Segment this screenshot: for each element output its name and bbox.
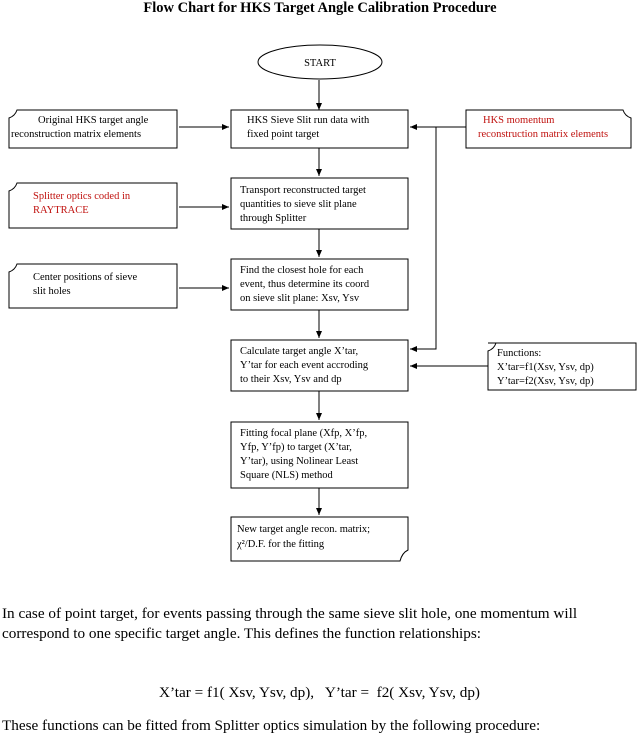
result-line-2: χ²/D.F. for the fitting bbox=[237, 539, 325, 550]
function-equation: X’tar = f1( Xsv, Ysv, dp), Y’tar = f2( Xsv, Ysv, dp) bbox=[159, 684, 480, 701]
matrix-elements-line-2: reconstruction matrix elements bbox=[11, 129, 142, 140]
process-closest-hole bbox=[231, 259, 408, 310]
procedure-paragraph: These functions can be fitted from Splitter optics simulation by the following procedure: bbox=[2, 717, 541, 734]
fitting-line-1: Fitting focal plane (Xfp, X’fp, bbox=[240, 428, 368, 439]
process-calc-angle bbox=[231, 340, 408, 391]
intro-paragraph: In case of point target, for events passing through the same sieve slit hole, one momentum will correspond to one specific target angle. This defines the function relationships: bbox=[2, 605, 578, 642]
fitting-line-4: Square (NLS) method bbox=[240, 470, 333, 481]
functions-line-2: X’tar=f1(Xsv, Ysv, dp) bbox=[497, 362, 594, 373]
functions-line-3: Y’tar=f2(Xsv, Ysv, dp) bbox=[497, 376, 594, 387]
matrix-elements-line-1: Original HKS target angle bbox=[38, 115, 149, 126]
process-sieve-run bbox=[231, 110, 408, 148]
input-momentum-matrix bbox=[466, 110, 631, 148]
functions-line-1: Functions: bbox=[497, 348, 542, 359]
calc-angle-line-1: Calculate target angle X’tar, bbox=[240, 346, 359, 357]
fitting-line-2: Yfp, Y’fp) to target (X’tar, bbox=[240, 442, 352, 453]
closest-hole-line-1: Find the closest hole for each bbox=[240, 265, 364, 276]
momentum-matrix-line-1: HKS momentum bbox=[483, 115, 555, 126]
transport-line-3: through Splitter bbox=[240, 213, 307, 224]
process-fitting bbox=[231, 422, 408, 488]
transport-line-1: Transport reconstructed target bbox=[240, 185, 366, 196]
transport-line-2: quantities to sieve slit plane bbox=[240, 199, 357, 210]
splitter-optics-line-2: RAYTRACE bbox=[33, 205, 89, 216]
momentum-matrix-line-2: reconstruction matrix elements bbox=[478, 129, 609, 140]
calc-angle-line-2: Y’tar for each event accroding bbox=[240, 360, 369, 371]
result-line-1: New target angle recon. matrix; bbox=[237, 524, 371, 535]
start-node bbox=[258, 45, 382, 79]
diagram-title: Flow Chart for HKS Target Angle Calibration Procedure bbox=[143, 0, 497, 16]
start-label: START bbox=[304, 58, 336, 69]
result-document bbox=[231, 517, 408, 561]
calc-angle-line-3: to their Xsv, Ysv and dp bbox=[240, 374, 342, 385]
closest-hole-line-3: on sieve slit plane: Xsv, Ysv bbox=[240, 293, 360, 304]
closest-hole-line-2: event, thus determine its coord bbox=[240, 279, 370, 290]
hole-positions-line-2: slit holes bbox=[33, 286, 71, 297]
arrow-momentum-to-calc bbox=[410, 127, 436, 349]
input-hole-positions bbox=[9, 264, 177, 308]
input-splitter-optics bbox=[9, 183, 177, 228]
process-transport bbox=[231, 178, 408, 229]
fitting-line-3: Y’tar), using Nolinear Least bbox=[240, 456, 359, 467]
splitter-optics-line-1: Splitter optics coded in bbox=[33, 191, 131, 202]
hole-positions-line-1: Center positions of sieve bbox=[33, 272, 138, 283]
sieve-run-line-1: HKS Sieve Slit run data with bbox=[247, 115, 370, 126]
input-functions bbox=[488, 343, 636, 390]
sieve-run-line-2: fixed point target bbox=[247, 129, 320, 140]
input-matrix-elements bbox=[9, 110, 177, 148]
